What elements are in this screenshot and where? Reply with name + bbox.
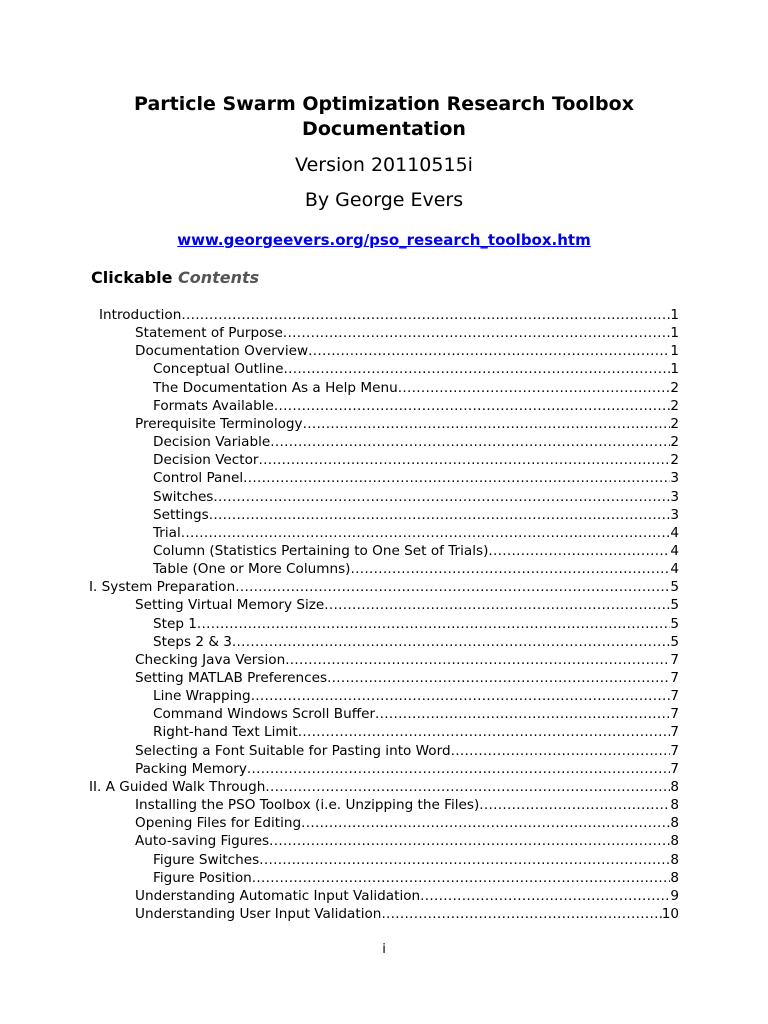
- toc-entry[interactable]: [153, 379, 679, 397]
- toc-entry[interactable]: [135, 760, 679, 778]
- toc-leader-dots: [301, 814, 670, 832]
- contents-heading-part2: Contents: [178, 268, 260, 287]
- toc-entry-title: Understanding Automatic Input Validation: [135, 887, 421, 904]
- author-label: By George Evers: [304, 189, 464, 211]
- toc-entry[interactable]: [153, 397, 679, 415]
- toc-leader-dots: [181, 306, 670, 324]
- toc-entry[interactable]: [153, 615, 679, 633]
- toc-entry-title: Column (Statistics Pertaining to One Set of Trials): [153, 542, 489, 559]
- toc-entry[interactable]: [135, 651, 679, 669]
- toc-entry[interactable]: [135, 814, 679, 832]
- toc-leader-dots: [265, 778, 670, 796]
- toc-leader-dots: [252, 869, 671, 887]
- toc-entry-title: Introduction: [99, 307, 182, 323]
- toc-entry-page: 3: [670, 488, 679, 505]
- toc-entry-title: Decision Variable: [153, 434, 271, 451]
- toc-entry[interactable]: [153, 851, 679, 869]
- toc-entry[interactable]: [153, 451, 679, 469]
- toc-leader-dots: [285, 651, 670, 669]
- toc-leader-dots: [324, 596, 670, 614]
- toc-entry[interactable]: [153, 488, 679, 506]
- toc-entry-title: II. A Guided Walk Through: [89, 778, 266, 795]
- version-label: Version 20110515i: [295, 154, 473, 176]
- toc-entry-title: Line Wrapping: [153, 688, 251, 705]
- toc-entry-page: 4: [670, 542, 679, 559]
- toc-entry-page: 2: [670, 452, 679, 469]
- toc-entry-title: Statement of Purpose: [135, 325, 283, 342]
- toc-entry[interactable]: [153, 687, 679, 705]
- toc-entry-title: Settings: [153, 506, 209, 523]
- title-line-1: Particle Swarm Optimization Research Toolbox: [134, 93, 634, 115]
- toc-entry-title: Auto-saving Figures: [135, 833, 270, 850]
- toc-entry-page: 8: [670, 851, 679, 868]
- toc-entry[interactable]: [153, 705, 679, 723]
- toc-entry-page: 3: [670, 470, 679, 487]
- toc-leader-dots: [232, 633, 670, 651]
- toc-entry-title: Conceptual Outline: [153, 361, 284, 378]
- title-line-2: Documentation: [302, 118, 466, 140]
- toc-leader-dots: [269, 832, 670, 850]
- toc-entry-title: Trial: [153, 524, 181, 541]
- toc-entry-page: 7: [670, 724, 679, 741]
- toc-leader-dots: [213, 488, 670, 506]
- toc-entry-page: 7: [670, 706, 679, 723]
- document-title: [0, 92, 768, 142]
- toc-entry-title: Control Panel: [153, 470, 244, 487]
- toc-entry[interactable]: [135, 905, 679, 923]
- toc-entry-title: Packing Memory: [135, 760, 247, 777]
- toc-entry-page: 5: [670, 633, 679, 650]
- toc-entry-page: 7: [670, 688, 679, 705]
- toc-entry-title: Command Windows Scroll Buffer: [153, 706, 376, 723]
- page-number-footer: i: [382, 942, 386, 957]
- toc-leader-dots: [197, 615, 670, 633]
- toc-entry-title: Documentation Overview: [135, 343, 309, 360]
- toc-entry-title: Checking Java Version: [135, 651, 286, 668]
- toc-leader-dots: [308, 342, 670, 360]
- toc-leader-dots: [283, 360, 670, 378]
- toc-entry-page: 9: [670, 887, 679, 904]
- toc-leader-dots: [259, 851, 670, 869]
- toc-entry-page: 4: [670, 524, 679, 541]
- toc-entry-page: 5: [670, 615, 679, 632]
- toc-leader-dots: [479, 796, 670, 814]
- toc-entry-page: 5: [670, 579, 679, 596]
- toc-entry[interactable]: [153, 633, 679, 651]
- toc-entry-title: Prerequisite Terminology: [135, 415, 303, 432]
- toc-entry-title: The Documentation As a Help Menu: [153, 379, 398, 396]
- toc-entry-page: 3: [670, 506, 679, 523]
- toc-entry-page: 8: [670, 869, 679, 886]
- contents-heading: [91, 268, 259, 287]
- toc-entry[interactable]: [153, 524, 679, 542]
- toc-entry-page: 2: [670, 397, 679, 414]
- toc-entry[interactable]: [153, 506, 679, 524]
- toc-entry[interactable]: [135, 596, 679, 614]
- toc-entry-page: 4: [670, 561, 679, 578]
- toc-entry-title: Setting MATLAB Preferences: [135, 670, 328, 686]
- website-link-container: [0, 231, 768, 249]
- toc-entry-title: I. System Preparation: [89, 579, 236, 596]
- toc-entry[interactable]: [153, 360, 679, 378]
- toc-entry-title: Installing the PSO Toolbox (i.e. Unzipping the Files): [135, 797, 480, 814]
- toc-entry-page: 1: [670, 307, 679, 323]
- toc-entry[interactable]: [135, 415, 679, 433]
- toc-entry[interactable]: [153, 560, 679, 578]
- toc-entry[interactable]: [153, 433, 679, 451]
- toc-leader-dots: [451, 742, 671, 760]
- toc-entry-title: Switches: [153, 488, 214, 505]
- toc-leader-dots: [270, 433, 670, 451]
- toc-leader-dots: [283, 324, 671, 342]
- toc-entry-page: 8: [670, 833, 679, 850]
- toc-entry-page: 2: [670, 415, 679, 432]
- toc-entry[interactable]: [99, 306, 679, 324]
- toc-leader-dots: [298, 723, 671, 741]
- toc-leader-dots: [181, 524, 671, 542]
- toc-leader-dots: [243, 469, 670, 487]
- toc-entry-title: Step 1: [153, 615, 197, 632]
- toc-entry[interactable]: [135, 796, 679, 814]
- toc-entry-title: Table (One or More Columns): [153, 561, 351, 578]
- toc-leader-dots: [235, 578, 670, 596]
- toc-entry-page: 8: [670, 815, 679, 832]
- toc-entry-title: Figure Switches: [153, 851, 260, 868]
- toc-leader-dots: [398, 379, 671, 397]
- toc-leader-dots: [259, 451, 671, 469]
- toc-entry-page: 1: [670, 361, 679, 378]
- toc-entry[interactable]: [153, 869, 679, 887]
- toc-leader-dots: [209, 506, 671, 524]
- website-link[interactable]: www.georgeevers.org/pso_research_toolbox.htm: [177, 231, 591, 249]
- toc-entry-page: 1: [670, 343, 679, 360]
- toc-entry[interactable]: [153, 469, 679, 487]
- toc-entry-title: Figure Position: [153, 869, 252, 886]
- toc-entry-page: 2: [670, 379, 679, 396]
- toc-entry-title: Setting Virtual Memory Size: [135, 597, 325, 614]
- toc-leader-dots: [420, 887, 670, 905]
- toc-entry-page: 8: [670, 797, 679, 814]
- toc-entry[interactable]: [153, 542, 679, 560]
- toc-entry[interactable]: [153, 723, 679, 741]
- toc-entry-title: Right-hand Text Limit: [153, 724, 298, 741]
- toc-entry-page: 7: [670, 742, 679, 759]
- toc-leader-dots: [251, 687, 671, 705]
- toc-entry[interactable]: [89, 578, 679, 596]
- toc-entry[interactable]: [89, 778, 679, 796]
- toc-entry-page: 10: [661, 905, 679, 922]
- toc-leader-dots: [303, 415, 671, 433]
- toc-entry-page: 7: [670, 670, 679, 686]
- toc-entry-title: Decision Vector: [153, 452, 259, 469]
- toc-entry-title: Selecting a Font Suitable for Pasting into Word: [135, 742, 451, 759]
- toc-entry-page: 5: [670, 597, 679, 614]
- toc-leader-dots: [350, 560, 670, 578]
- toc-entry[interactable]: [135, 342, 679, 360]
- toc-entry-page: 7: [670, 760, 679, 777]
- toc-leader-dots: [247, 760, 670, 778]
- toc-leader-dots: [327, 669, 670, 687]
- toc-entry-title: Opening Files for Editing: [135, 815, 302, 832]
- toc-leader-dots: [375, 705, 670, 723]
- toc-entry[interactable]: [135, 324, 679, 342]
- toc-entry-page: 8: [670, 778, 679, 795]
- contents-heading-part1: Clickable: [91, 268, 173, 287]
- toc-entry-page: 7: [670, 651, 679, 668]
- toc-leader-dots: [274, 397, 671, 415]
- toc-leader-dots: [488, 542, 670, 560]
- toc-entry-title: Steps 2 & 3: [153, 633, 232, 650]
- toc-entry-page: 1: [670, 325, 679, 342]
- toc-entry-title: Formats Available: [153, 397, 274, 414]
- toc-entry-page: 2: [670, 434, 679, 451]
- toc-entry[interactable]: [135, 887, 679, 905]
- toc-entry[interactable]: [135, 669, 679, 687]
- toc-entry[interactable]: [135, 832, 679, 850]
- toc-entry-title: Understanding User Input Validation: [135, 905, 382, 922]
- toc-leader-dots: [381, 905, 661, 923]
- toc-entry[interactable]: [135, 742, 679, 760]
